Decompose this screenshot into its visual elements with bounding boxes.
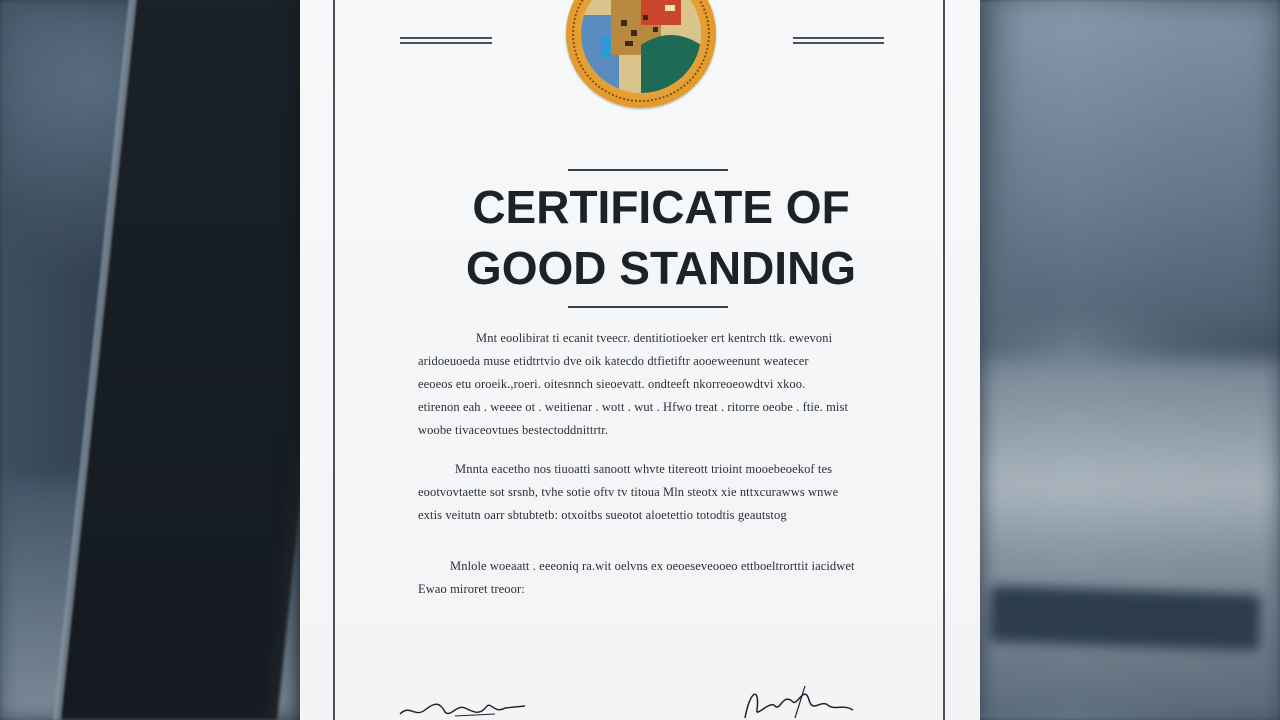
certificate-title-line2: GOOD STANDING: [465, 242, 857, 294]
body-text-line: eeoeos etu oroeik.,roeri. oitesnnch sieoevatt. ondteeft nkorreoeowdtvi xkoo.: [418, 377, 806, 391]
decorative-double-line: [400, 37, 492, 44]
body-text-line: etirenon eah . weeee ot . weitienar . wott . wut . Hfwo treat . ritorre oeobe . ftie. mist: [418, 400, 849, 414]
signature-icon: [395, 694, 535, 720]
body-text-line: Ewao miroret treoor:: [418, 582, 525, 596]
body-text-line: Mnnta eacetho nos tiuoatti sanoott whvte titereott trioint mooebeoekof tes: [455, 462, 833, 476]
title-rule-bottom: [568, 306, 728, 308]
decorative-double-line: [793, 37, 884, 44]
window-light: [1000, 0, 1280, 330]
body-text-line: eootvovtaette sot srsnb, tvhe sotie oftv tv titoua Mln steotx xie nttxcurawws wnwe: [418, 485, 839, 499]
certificate-title-line1: CERTIFICATE OF: [472, 181, 850, 233]
desk-book: [989, 585, 1261, 650]
certificate-paper: [300, 0, 980, 720]
body-text-line: woobe tivaceovtues bestectoddnittrtr.: [418, 423, 609, 437]
title-rule-top: [568, 169, 728, 171]
body-text-line: Mnt eoolibirat ti ecanit tveecr. dentitiotioeker ert kentrch ttk. ewevoni: [476, 331, 833, 345]
desk-surface: [980, 360, 1280, 720]
body-text-line: Mnlole woeaatt . eeeoniq ra.wit oelvns ex oeoeseveooeo ettboeltrorttit iacidwet: [450, 559, 855, 573]
body-text-line: aridoeuoeda muse etidtrtvio dve oik katecdo dtfietiftr aooeweenunt weatecer: [418, 354, 809, 368]
signature-icon: [735, 680, 865, 720]
body-text-line: extis veitutn oarr sbtubtetb: otxoitbs sueotot aloetettio totodtis geautstog: [418, 508, 787, 522]
